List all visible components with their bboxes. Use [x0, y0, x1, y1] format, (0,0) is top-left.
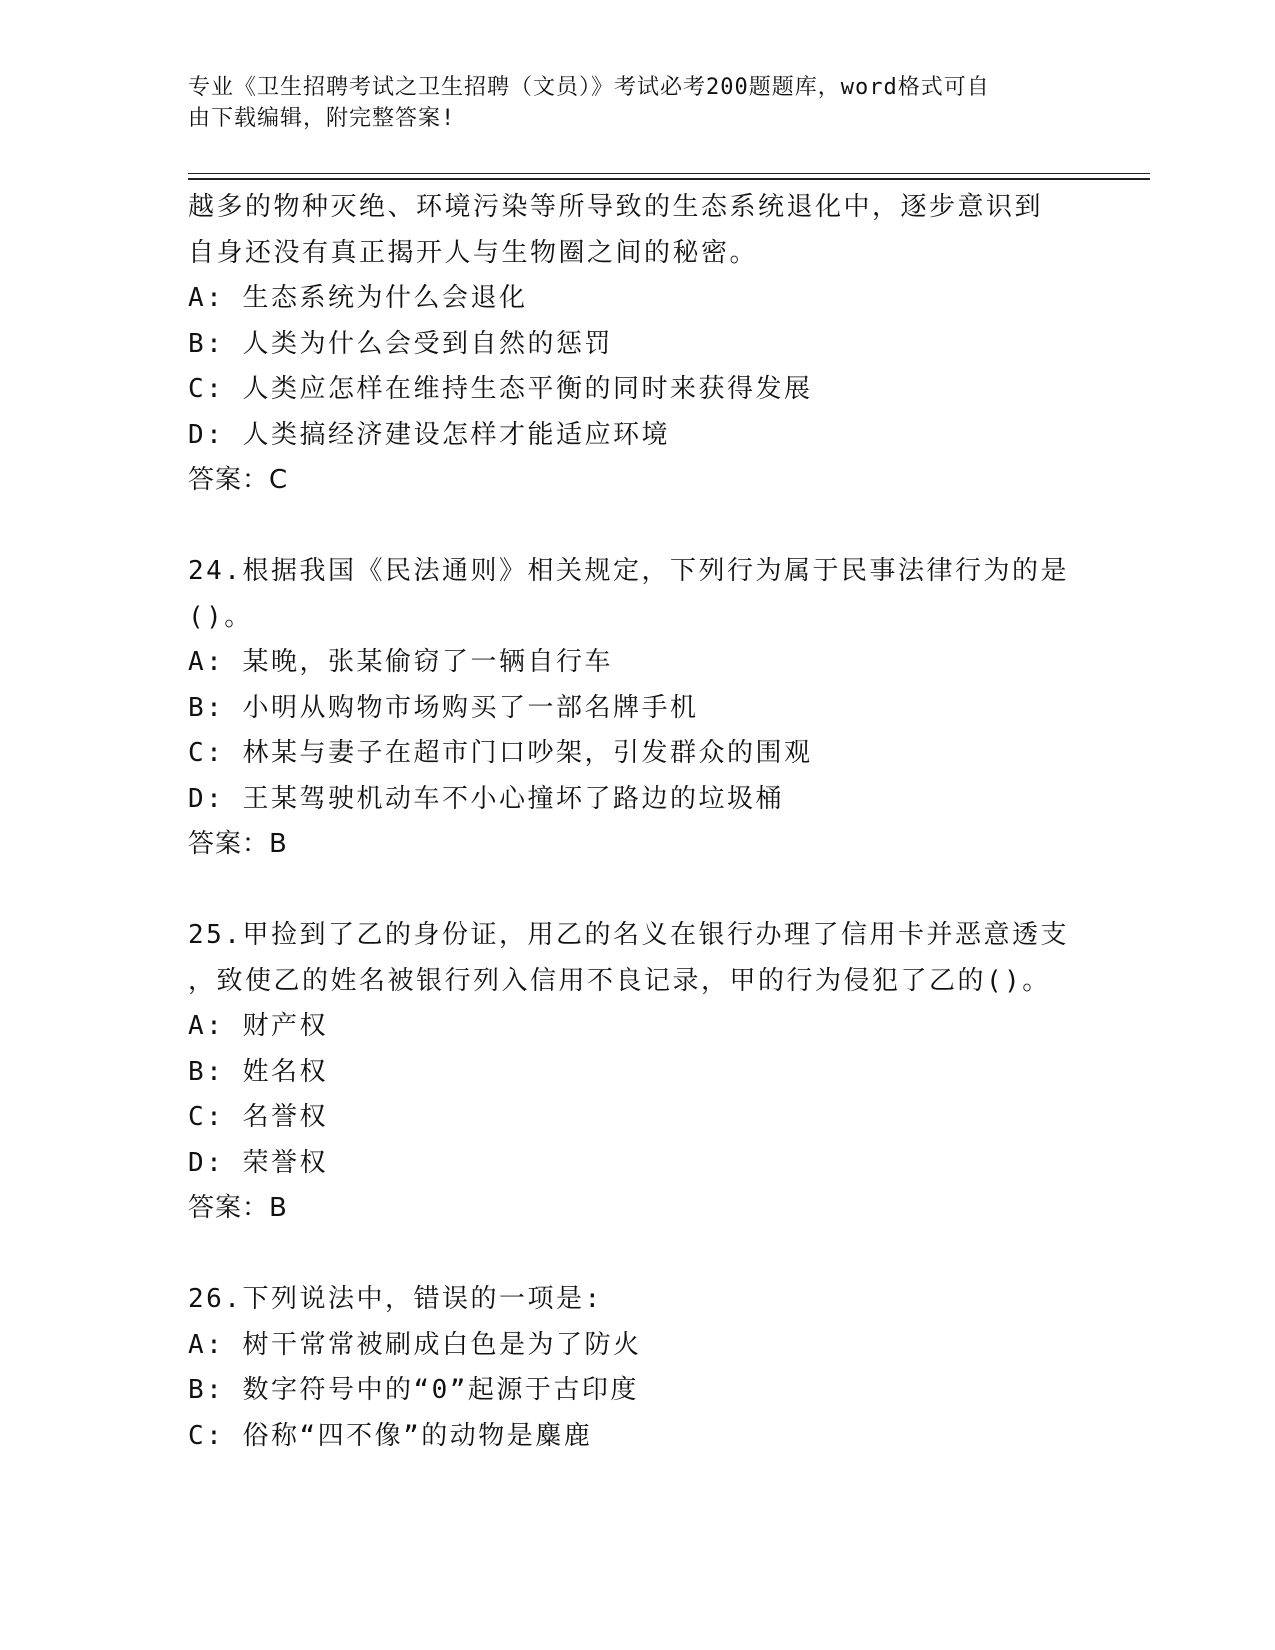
option-d: D: 人类搞经济建设怎样才能适应环境	[188, 419, 670, 450]
option-b: B: 姓名权	[188, 1056, 328, 1087]
option-b: B: 数字符号中的“0”起源于古印度	[188, 1375, 639, 1405]
option-d: D: 王某驾驶机动车不小心撞坏了路边的垃圾桶	[188, 783, 784, 814]
answer-line: 答案：C	[188, 465, 289, 495]
header-divider-thick	[188, 178, 1150, 180]
question-25	[188, 913, 1088, 1232]
question-stem-line: 26.下列说法中，错误的一项是:	[188, 1284, 603, 1314]
spacer	[188, 868, 1088, 914]
question-26	[188, 1277, 1088, 1459]
question-stem-line: ，致使乙的姓名被银行列入信用不良记录，甲的行为侵犯了乙的()。	[188, 965, 1051, 996]
option-c: C: 林某与妻子在超市门口吵架，引发群众的围观	[188, 738, 813, 768]
option-a: A: 树干常常被刷成白色是为了防火	[188, 1329, 642, 1360]
question-24	[188, 549, 1088, 868]
question-stem-line: 24.根据我国《民法通则》相关规定，下列行为属于民事法律行为的是	[188, 556, 1069, 586]
option-c: C: 人类应怎样在维持生态平衡的同时来获得发展	[188, 374, 813, 404]
question-stem-line: ()。	[188, 601, 253, 632]
spacer	[188, 1232, 1088, 1278]
document-header	[188, 72, 1068, 134]
option-a: A: 财产权	[188, 1011, 328, 1041]
option-b: B: 小明从购物市场购买了一部名牌手机	[188, 692, 699, 723]
option-b: B: 人类为什么会受到自然的惩罚	[188, 328, 613, 359]
option-a: A: 某晚，张某偷窃了一辆自行车	[188, 647, 613, 677]
question-stem-line: 越多的物种灭绝、环境污染等所导致的生态系统退化中，逐步意识到	[188, 192, 1044, 222]
question-body	[188, 185, 1088, 1459]
answer-line: 答案：B	[188, 829, 288, 859]
option-c: C: 名誉权	[188, 1102, 328, 1132]
question-stem-line: 25.甲捡到了乙的身份证，用乙的名义在银行办理了信用卡并恶意透支	[188, 920, 1069, 950]
question-stem-line: 自身还没有真正揭开人与生物圈之间的秘密。	[188, 237, 759, 268]
header-divider-thin	[188, 173, 1150, 174]
header-line-2: 由下载编辑，附完整答案!	[188, 106, 456, 131]
answer-line: 答案：B	[188, 1193, 288, 1223]
question-23	[188, 185, 1088, 504]
option-c: C: 俗称“四不像”的动物是麋鹿	[188, 1420, 593, 1451]
header-line-1: 专业《卫生招聘考试之卫生招聘（文员）》考试必考200题题库，word格式可自	[188, 75, 990, 100]
option-a: A: 生态系统为什么会退化	[188, 283, 528, 313]
spacer	[188, 504, 1088, 550]
option-d: D: 荣誉权	[188, 1147, 328, 1178]
